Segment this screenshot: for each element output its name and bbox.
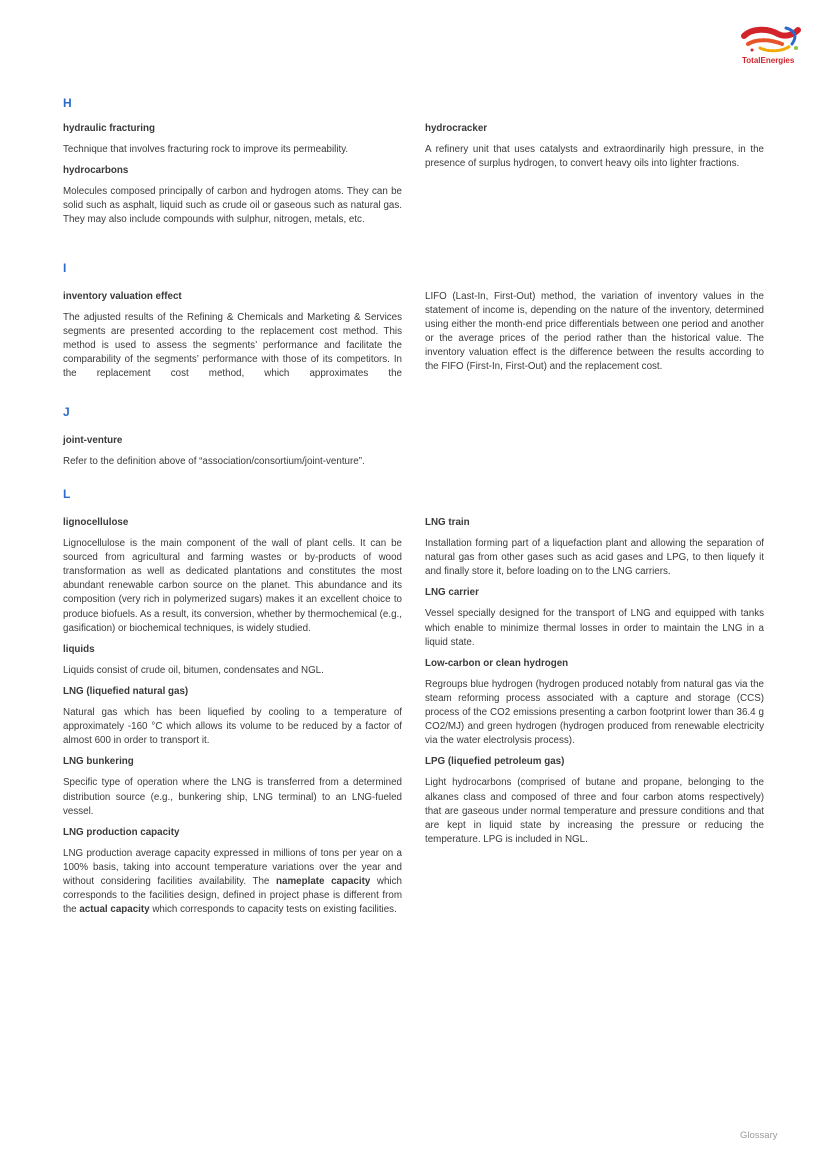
- term-definition: A refinery unit that uses catalysts and extraordinarily high pressure, in the presence of surplus hydrogen, to convert heavy oils into lighter fractions.: [425, 144, 764, 170]
- term-title: LNG production capacity: [63, 826, 180, 838]
- column-right-l: [425, 516, 764, 847]
- definition-text: LNG production average capacity expressed in millions of tons per year on a 100% basis, taking into account temperature variations over the year and without considering facilities availability. The: [63, 847, 402, 887]
- term-title: liquids: [63, 643, 95, 655]
- entry-hydraulic-fracturing: [63, 122, 402, 228]
- term-definition: Lignocellulose is the main component of the wall of plant cells. It can be sourced from agricultural and farming wastes or by-products of wood transformation as well as dedicated plantations and constitutes the most abundant renewable carbon source on the planet. This abundance and its composition (very rich in polymerized sugars) makes it an excellent choice to produce biofuels. As a result, its conversion, whether by thermochemical (e.g., gasification) or biochemical techniques, is widely studied.: [63, 538, 402, 634]
- section-letter-l: L: [63, 487, 71, 501]
- brand-name: TotalEnergies: [742, 56, 795, 65]
- entry-inventory-valuation: [63, 290, 402, 382]
- term-title: LPG (liquefied petroleum gas): [425, 756, 565, 768]
- section-letter-j: J: [63, 405, 70, 419]
- term-definition: Refer to the definition above of “association/consortium/joint-venture”.: [63, 456, 365, 468]
- term-title: Low-carbon or clean hydrogen: [425, 657, 569, 669]
- section-letter-i: I: [63, 261, 67, 275]
- term-definition: Specific type of operation where the LNG is transferred from a determined distribution source (e.g., bunkering ship, LNG terminal) to an LNG-fueled vessel.: [63, 777, 402, 817]
- definition-emphasis: actual capacity: [79, 904, 150, 916]
- term-definition: The adjusted results of the Refining & Chemicals and Marketing & Services segments are presented according to the replacement cost method. This method is used to assess the segments’ performance and facilitate the comparability of the segments’ performance with those of its competitors. In the replacement cost method, which approximates the: [63, 312, 402, 380]
- term-definition: Vessel specially designed for the transport of LNG and equipped with tanks which enable to minimize thermal losses in order to maintain the LNG in a liquid state.: [425, 608, 764, 648]
- definition-text: which corresponds to capacity tests on existing facilities.: [149, 904, 397, 916]
- term-title: lignocellulose: [63, 517, 129, 528]
- term-definition: Liquids consist of crude oil, bitumen, condensates and NGL.: [63, 664, 324, 676]
- term-definition: Installation forming part of a liquefaction plant and allowing the separation of natural gas from other gases such as acid gases and LPG, to then liquefy it and finally store it, before loading on to the LNG carriers.: [425, 538, 764, 578]
- term-definition: Molecules composed principally of carbon and hydrogen atoms. They can be solid such as asphalt, liquid such as crude oil or gaseous such as natural gas. They may also include compounds with sulphur, nitrogen, metals, etc.: [63, 186, 402, 226]
- term-title: hydrocarbons: [63, 165, 129, 177]
- term-definition: LIFO (Last-In, First-Out) method, the variation of inventory values in the statement of income is, depending on the nature of the inventory, determined using either the month-end price differentials between one period and another or the average prices of the period rather than the historical value. The inventory valuation effect is the difference between the results according to the FIFO (First-In, First-Out) and the replacement cost.: [425, 291, 764, 373]
- term-title: inventory valuation effect: [63, 291, 182, 302]
- column-left-l: [63, 516, 402, 917]
- footer-section-label: Glossary: [740, 1130, 778, 1141]
- term-title: LNG (liquefied natural gas): [63, 685, 189, 697]
- term-title: LNG train: [425, 517, 470, 528]
- term-definition: Regroups blue hydrogen (hydrogen produced notably from natural gas via the steam reforming process associated with a capture and storage (CCS) process of the CO2 emissions presenting a carbon footprint lower than 36.4 g CO2/MJ) and green hydrogen (hydrogen produced from renewable electricity via the water electrolysis process).: [425, 678, 764, 747]
- entry-joint-venture: [63, 434, 402, 469]
- definition-emphasis: nameplate capacity: [276, 875, 371, 887]
- term-title: hydrocracker: [425, 123, 488, 134]
- entry-hydrocracker: [425, 122, 764, 171]
- section-letter-h: H: [63, 96, 72, 110]
- term-title: joint-venture: [63, 435, 123, 446]
- term-definition: [63, 847, 402, 917]
- term-definition: Technique that involves fracturing rock to improve its permeability.: [63, 144, 349, 156]
- term-definition: Natural gas which has been liquefied by cooling to a temperature of approximately -160 °C which allows its volume to be reduced by a factor of almost 600 in order to transport it.: [63, 707, 402, 747]
- term-title: hydraulic fracturing: [63, 123, 155, 134]
- entry-inventory-valuation-continued: [425, 290, 764, 375]
- term-title: LNG bunkering: [63, 756, 134, 768]
- term-title: LNG carrier: [425, 587, 479, 599]
- definition-text: which corresponds to the facilities design, defined in project phase is different from the: [63, 875, 402, 916]
- term-definition: Light hydrocarbons (comprised of butane and propane, belonging to the alkanes class and composed of three and four carbon atoms respectively) that are gaseous under normal temperature and pressure conditions and that are kept in liquid state by increasing the pressure or reducing the temperature. LPG is included in NGL.: [425, 777, 764, 845]
